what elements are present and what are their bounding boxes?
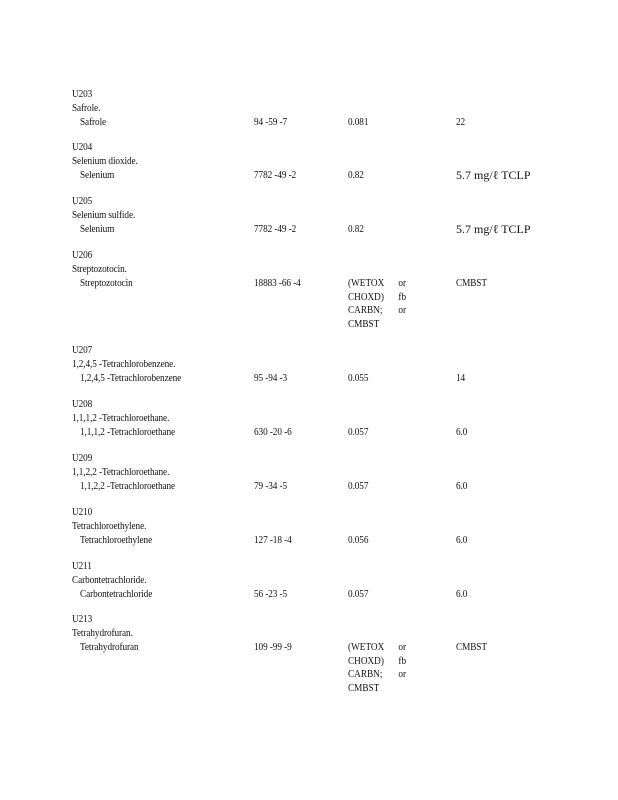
nonwastewater-standard: CMBST [456,278,487,289]
waste-name: 1,1,1,2 -Tetrachloroethane. [72,413,170,424]
constituent-name: 1,2,4,5 -Tetrachlorobenzene [80,373,182,384]
waste-name: Tetrachloroethylene. [72,521,147,532]
constituent-name: 1,1,2,2 -Tetrachloroethane [80,481,176,492]
nonwastewater-standard: 6.0 [456,535,468,546]
technology-code: CARBN; [348,305,383,316]
technology-code: CHOXD) [348,655,384,667]
wastewater-standard: 0.82 [348,224,364,235]
constituent-name: Streptozotocin [80,278,133,289]
wastewater-standard: 0.057 [348,427,369,438]
waste-code: U209 [72,453,93,464]
waste-name: Streptozotocin. [72,264,127,275]
cas-number: 7782 -49 -2 [254,170,297,181]
waste-code: U208 [72,399,93,410]
technology-connector: or [398,278,407,289]
waste-code: U210 [72,507,93,518]
wastewater-technology-standard [348,277,410,331]
waste-name: 1,2,4,5 -Tetrachlorobenzene. [72,359,176,370]
constituent-name: Carbontetrachloride [80,589,153,600]
wastewater-standard: 0.82 [348,170,364,181]
cas-number: 127 -18 -4 [254,535,292,546]
cas-number: 18883 -66 -4 [254,278,301,289]
cas-number: 95 -94 -3 [254,373,288,384]
waste-code: U211 [72,561,92,572]
waste-name: Carbontetrachloride. [72,575,147,586]
technology-code: CHOXD) [348,291,384,303]
nonwastewater-standard: 6.0 [456,481,468,492]
constituent-name: Tetrachloroethylene [80,535,153,546]
wastewater-standard: 0.081 [348,117,369,128]
waste-code: U207 [72,345,93,356]
technology-connector: fb [398,655,407,667]
cas-number: 79 -34 -5 [254,481,288,492]
constituent-name: Selenium [80,224,115,235]
nonwastewater-standard: 6.0 [456,589,468,600]
technology-connector: or [398,642,407,653]
nonwastewater-standard: CMBST [456,642,487,653]
cas-number: 7782 -49 -2 [254,224,297,235]
technology-connector: or [398,669,407,680]
wastewater-standard: 0.057 [348,589,369,600]
waste-code: U205 [72,196,93,207]
wastewater-standard: 0.055 [348,373,369,384]
technology-code: (WETOX [348,278,385,289]
waste-name: 1,1,2,2 -Tetrachloroethane. [72,467,170,478]
nonwastewater-standard: 5.7 mg/ℓ TCLP [456,168,531,182]
waste-code: U213 [72,614,93,625]
waste-name: Safrole. [72,103,101,114]
wastewater-technology-standard [348,641,410,695]
technology-connector: fb [398,291,407,303]
nonwastewater-standard: 5.7 mg/ℓ TCLP [456,222,531,236]
nonwastewater-standard: 14 [456,373,466,384]
waste-name: Selenium sulfide. [72,210,136,221]
nonwastewater-standard: 22 [456,117,466,128]
constituent-name: Selenium [80,170,115,181]
waste-code: U204 [72,142,93,153]
technology-code: CARBN; [348,669,383,680]
technology-code: CMBST [348,682,380,694]
technology-code: (WETOX [348,642,385,653]
constituent-name: Safrole [80,117,107,128]
cas-number: 56 -23 -5 [254,589,288,600]
waste-code: U203 [72,89,93,100]
cas-number: 94 -59 -7 [254,117,288,128]
constituent-name: Tetrahydrofuran [80,642,139,653]
constituent-name: 1,1,1,2 -Tetrachloroethane [80,427,176,438]
cas-number: 630 -20 -6 [254,427,292,438]
waste-code: U206 [72,250,93,261]
cas-number: 109 -99 -9 [254,642,292,653]
nonwastewater-standard: 6.0 [456,427,468,438]
waste-name: Tetrahydrofuran. [72,628,133,639]
waste-name: Selenium dioxide. [72,156,138,167]
technology-connector: or [398,305,407,316]
technology-code: CMBST [348,318,380,330]
wastewater-standard: 0.057 [348,481,369,492]
wastewater-standard: 0.056 [348,535,369,546]
